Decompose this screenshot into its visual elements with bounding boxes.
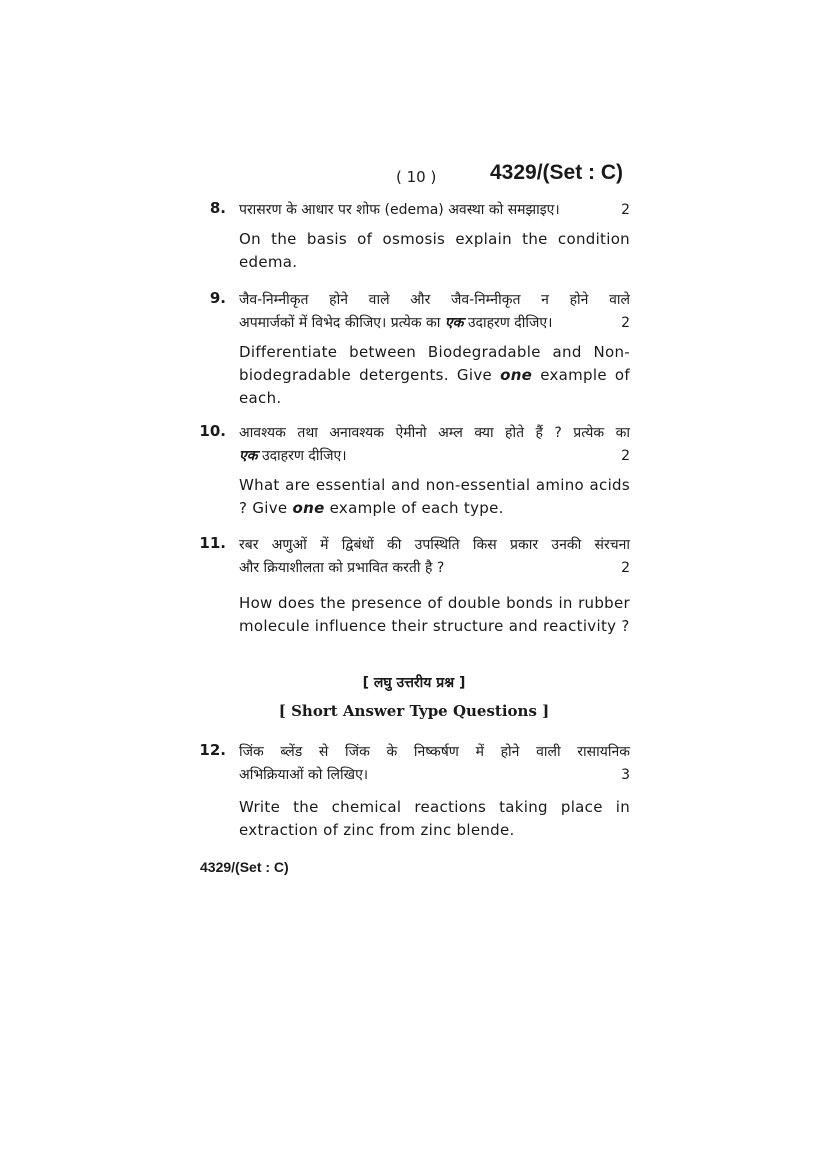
question-hindi-line-2: एक उदाहरण दीजिए। [239, 448, 347, 464]
question-hindi-line-1: रबर अणुओं में द्विबंधों की उपस्थिति किस प्रकार उनकी संरचना [239, 537, 630, 553]
paper-code-header: 4329/(Set : C) [490, 161, 624, 184]
marks: 2 [621, 448, 630, 464]
question-hindi-line-2: अपमार्जकों में विभेद कीजिए। प्रत्येक का एक उदाहरण दीजिए। [239, 315, 553, 331]
question-hindi-line-1: जैव-निम्नीकृत होने वाले और जैव-निम्नीकृत न होने वाले [239, 292, 630, 308]
question-number: 12. [199, 741, 226, 759]
question-hindi-line-1: जिंक ब्लेंड से जिंक के निष्कर्षण में होने वाली रासायनिक [239, 744, 630, 760]
marks: 3 [621, 767, 630, 783]
question-number: 11. [199, 534, 226, 552]
question-8 [198, 199, 630, 274]
question-10 [198, 422, 630, 520]
question-9 [198, 289, 630, 410]
question-11 [198, 534, 630, 638]
question-english-text: Write the chemical reactions taking place in extraction of zinc from zinc blende. [239, 798, 630, 839]
question-english-text: Differentiate between Biodegradable and Non-biodegradable detergents. Give one example of each. [239, 343, 630, 407]
question-english-text: What are essential and non-essential amino acids ? Give one example of each type. [239, 476, 630, 517]
question-hindi-line-2: और क्रियाशीलता को प्रभावित करती है ? [239, 560, 445, 576]
question-hindi-text: परासरण के आधार पर शोफ (edema) अवस्था को समझाइए। [239, 202, 560, 218]
paper-code-footer: 4329/(Set : C) [200, 859, 289, 875]
question-hindi-line-1: आवश्यक तथा अनावश्यक ऐमीनो अम्ल क्या होते हैं ? प्रत्येक का [239, 425, 630, 441]
page-number: ( 10 ) [396, 168, 437, 186]
question-english-text: How does the presence of double bonds in rubber molecule influence their structure and reactivity ? [239, 594, 630, 635]
marks: 2 [621, 315, 630, 331]
question-hindi-line-2: अभिक्रियाओं को लिखिए। [239, 767, 369, 783]
question-12 [198, 741, 630, 842]
question-number: 9. [209, 289, 226, 307]
section-title-english: [ Short Answer Type Questions ] [278, 702, 550, 720]
question-number: 10. [199, 422, 226, 440]
marks: 2 [621, 560, 630, 576]
question-english-text: On the basis of osmosis explain the condition edema. [239, 230, 630, 271]
marks: 2 [621, 202, 630, 218]
section-title-hindi: [ लघु उत्तरीय प्रश्न ] [362, 675, 466, 691]
question-number: 8. [209, 199, 226, 217]
